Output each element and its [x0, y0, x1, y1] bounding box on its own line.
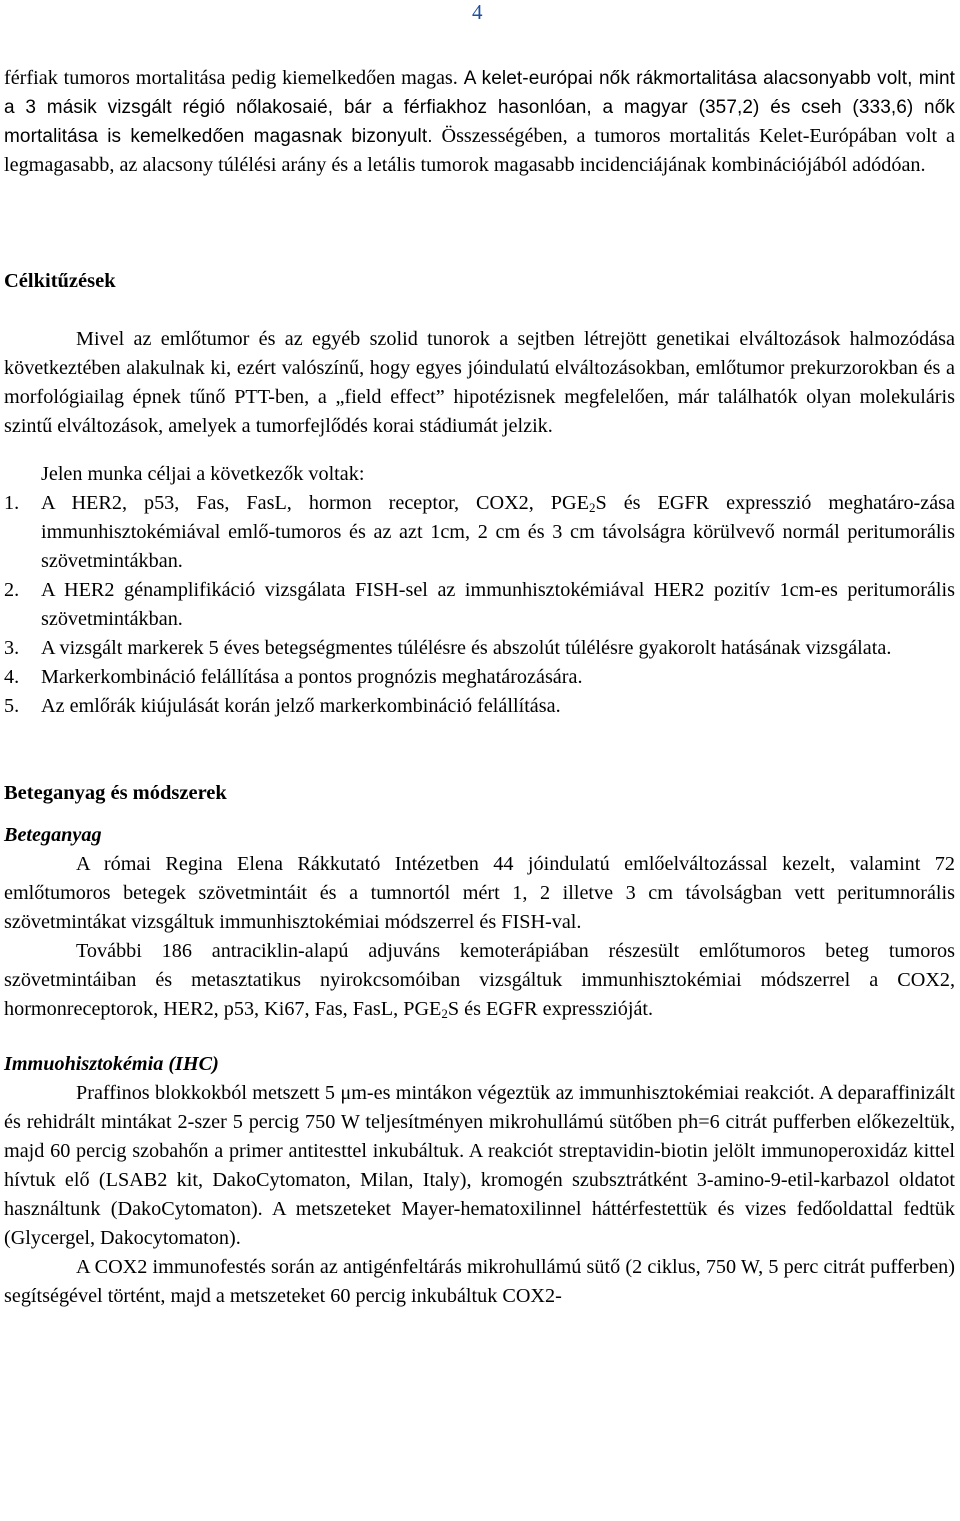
list-number: 5.: [4, 695, 20, 717]
intro-paragraph: [4, 64, 955, 180]
ihc-subheading: Immuohisztokémia (IHC): [4, 1053, 219, 1075]
beteganyag-paragraph-2: [4, 937, 955, 1024]
paragraph-part: S és EGFR expresszióját.: [447, 998, 654, 1020]
intro-text-arial: A kelet-európai nők rákmortalitása alacsonyabb volt, mint a 3 másik vizsgált régió nőlakosaié, bár a férfiakhoz hasonlóan, a magyar (357,2) és cseh (333,6) nők mortalitása is kemelkedően magasnak bizonyult.: [4, 68, 955, 147]
paragraph-part: További 186 antraciklin-alapú adjuváns kemoterápiában részesült emlőtumoros beteg tumoros szövetmintáiban és metasztatikus nyirokcsomóiban vizsgáltuk immunhisztokémiai módszerrel a COX2, hormonreceptorok, HER2, p53, Ki67, Fas, FasL, PGE: [4, 940, 955, 1020]
beteganyag-subheading: Beteganyag: [4, 824, 102, 846]
aims-list-item-4: [4, 663, 955, 692]
aims-list-item-5: [4, 692, 955, 721]
page-body: [4, 64, 955, 1311]
list-text: Markerkombináció felállítása a pontos prognózis meghatározására.: [41, 666, 583, 688]
list-number: 1.: [4, 492, 20, 514]
list-number: 4.: [4, 666, 20, 688]
beteganyag-paragraph-1: A római Regina Elena Rákkutató Intézetben 44 jóindulatú emlőelváltozással kezelt, valamint 72 emlőtumoros betegek szövetmintáit és a tumnortól mért 1, 2 illetve 3 cm távolságban vett peritumnorális szövetmintákat vizsgáltuk immunhisztokémiai módszerrel és FISH-val.: [4, 853, 955, 933]
aims-lead: Jelen munka céljai a következők voltak:: [41, 463, 365, 485]
subscript: 2: [588, 500, 596, 515]
list-text: A HER2 génamplifikáció vizsgálata FISH-sel az immunhisztokémiával HER2 pozitív 1cm-es peritumorális szövetmintákban.: [41, 579, 955, 630]
page-number: 4: [472, 0, 483, 24]
list-text-part: A HER2, p53, Fas, FasL, hormon receptor, COX2, PGE: [41, 492, 589, 514]
subscript: 2: [441, 1006, 448, 1021]
list-number: 2.: [4, 579, 20, 601]
intro-text-end: Összességében, a tumoros mortalitás Kelet-Európában volt a legmagasabb, az alacsony túlélési arány és a letális tumorok magasabb incidenciájának kombinációjából adódóan.: [4, 125, 955, 176]
ihc-paragraph-2: A COX2 immunofestés során az antigénfeltárás mikrohullámú sütő (2 ciklus, 750 W, 5 perc citrát pufferben) segítségével történt, majd a metszeteket 60 percig inkubáltuk COX2-: [4, 1256, 955, 1307]
list-text: [41, 489, 955, 576]
aims-list-item-3: [4, 634, 955, 663]
ihc-paragraph-1: Praffinos blokkokból metszett 5 μm-es mintákon végeztük az immunhisztokémiai reakciót. A deparaffinizált és rehidrált mintákat 2-szer 5 percig 750 W teljesítményen mikrohullámú sütőben ph=6 citrát pufferben előkezeltük, majd 60 percig szobahőn a primer antitesttel inkubáltuk. A reakciót streptavidin-biotin jelölt immunoperoxidáz kittel hívtuk elő (LSAB2 kit, DakoCytomaton, Milan, Italy), kromogén szubsztrátként 3-amino-9-etil-karbazol oldatot használtunk (DakoCytomaton). A metszeteket Mayer-hematoxilinnel háttérfestettük és vizes fedőoldattal fedtük (Glycergel, Dakocytomaton).: [4, 1082, 955, 1249]
aims-paragraph: Mivel az emlőtumor és az egyéb szolid tunorok a sejtben létrejött genetikai elváltozások halmozódása következtében alakulnak ki, ezért valószínű, hogy egyes jóindulatú elváltozásokban, emlőtumor prekurzorokban és a morfológiailag épnek tűnő PTT-ben, a „field effect” hipotézisnek megfelelően, már találhatók olyan molekuláris szintű elváltozások, amelyek a tumorfejlődés korai stádiumát jelzik.: [4, 328, 955, 437]
intro-text-start: férfiak tumoros mortalitása pedig kiemelkedően magas.: [4, 67, 464, 89]
list-text: A vizsgált markerek 5 éves betegségmentes túlélésre és abszolút túlélésre gyakorolt hatásának vizsgálata.: [41, 637, 892, 659]
list-number: 3.: [4, 637, 20, 659]
list-text: Az emlőrák kiújulását korán jelző markerkombináció felállítása.: [41, 695, 561, 717]
aims-heading: Célkitűzések: [4, 270, 116, 292]
methods-heading: Beteganyag és módszerek: [4, 782, 227, 804]
aims-list-item-2: [4, 576, 955, 634]
list-text-part: S és EGFR expresszió meghatáro-zása immunhisztokémiával emlő-tumoros és az azt 1cm, 2 cm és 3 cm távolságra körülvevő normál peritumorális szövetmintákban.: [41, 492, 955, 572]
aims-list-item-1: [4, 489, 955, 576]
